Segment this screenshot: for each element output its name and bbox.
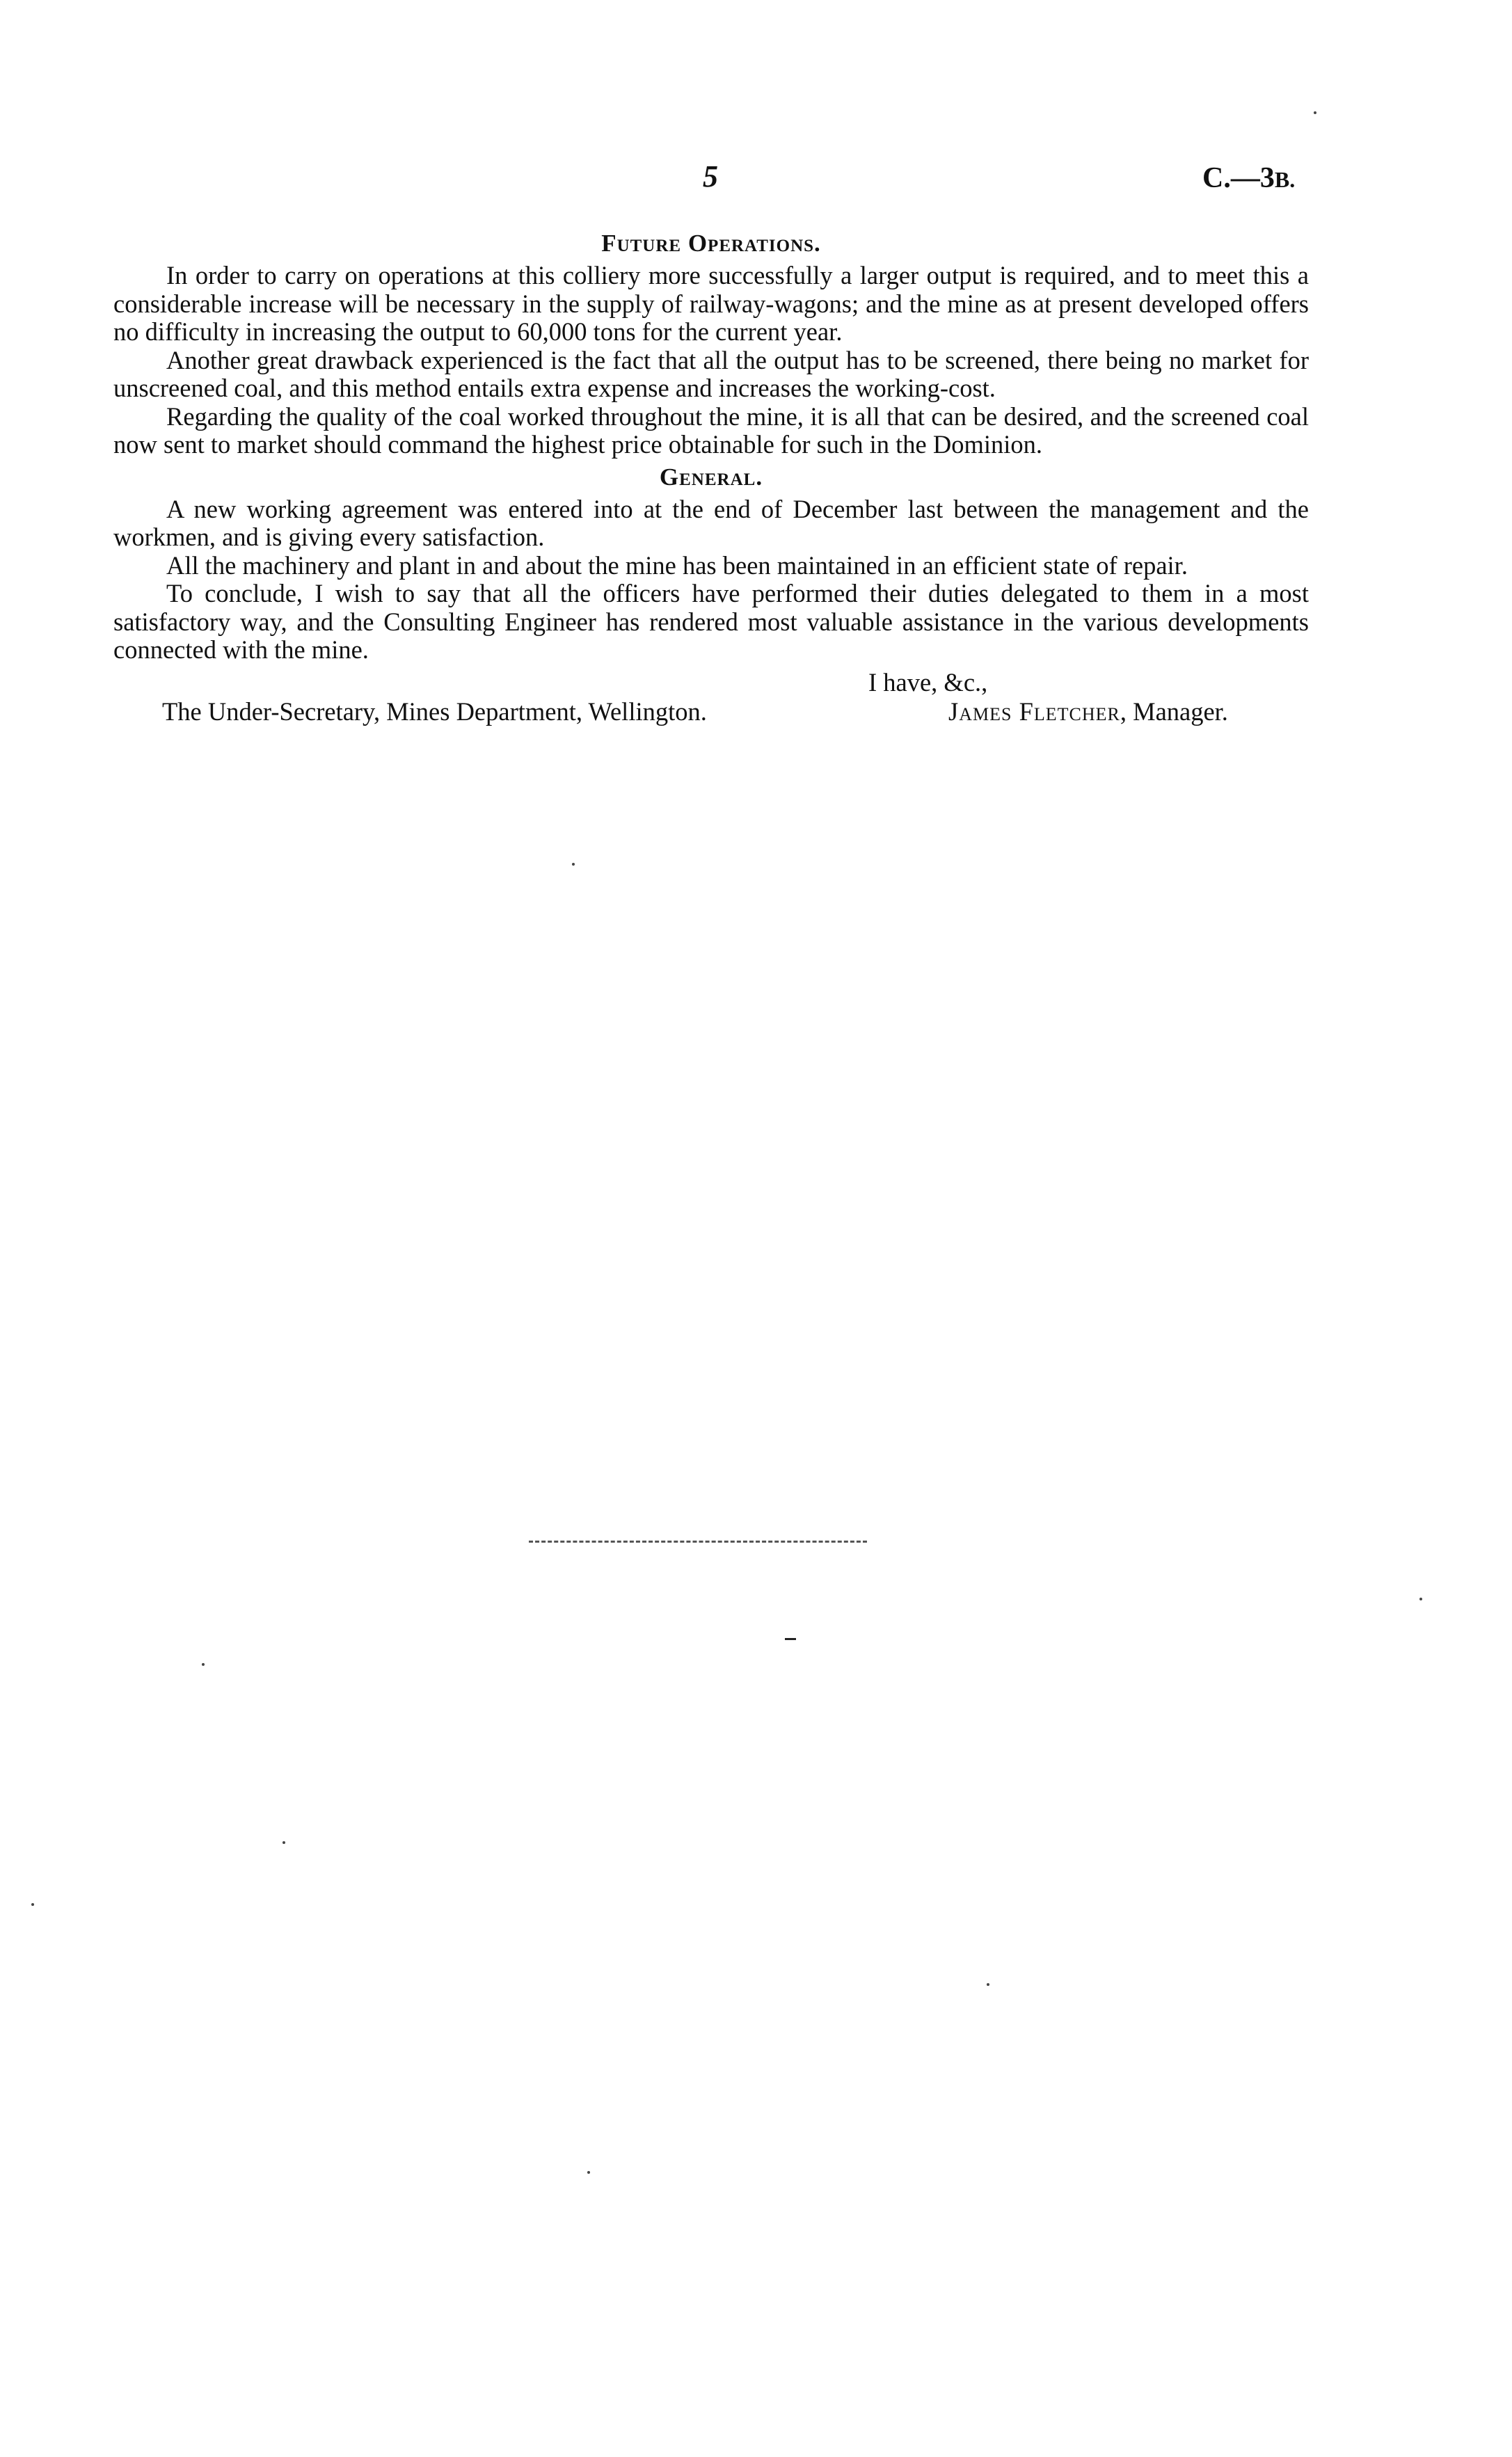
signatory-title: , Manager. [1120, 697, 1228, 726]
paragraph: To conclude, I wish to say that all the officers have performed their duties delegated to them in a most satisfactory way, and the Consulting Engineer has rendered most valuable assistance in the various developments connected with the mine. [113, 579, 1309, 664]
addressee-line: The Under-Secretary, Mines Department, Wellington. [162, 697, 707, 726]
section-heading: Future Operations. [601, 230, 821, 257]
paragraph: In order to carry on operations at this colliery more successfully a larger output is required, and to meet this a considerable increase will be necessary in the supply of railway-wagons; and the mine as at present developed offers no difficulty in increasing the output to 60,000 tons for the current year. [113, 261, 1309, 346]
scan-speck [587, 2171, 590, 2174]
signatory-name: James Fletcher [948, 697, 1120, 726]
report-body [113, 230, 1309, 731]
paragraph: Another great drawback experienced is the fact that all the output has to be screened, there being no market for unscreened coal, and this method entails extra expense and increases the working-cost. [113, 345, 1309, 402]
scan-speck [987, 1983, 989, 1986]
scan-speck [202, 1663, 205, 1666]
scan-speck [282, 1841, 285, 1844]
end-rule [529, 1541, 867, 1543]
signatory [948, 698, 1228, 726]
document-reference-main: C.—3 [1202, 162, 1275, 194]
page-number: 5 [703, 159, 718, 193]
paragraph: Regarding the quality of the coal worked throughout the mine, it is all that can be desired, and the screened coal now sent to market should command the highest price obtainable for such in the Dominion. [113, 401, 1309, 459]
scan-speck [572, 863, 575, 866]
scan-speck [785, 1638, 796, 1640]
scan-speck [1314, 111, 1316, 114]
document-reference-suffix: B. [1274, 167, 1296, 192]
scan-speck [1419, 1598, 1422, 1600]
document-reference [1202, 161, 1295, 195]
section-future-operations [113, 230, 1309, 459]
paragraph: All the machinery and plant in and about the mine has been maintained in an efficient state of repair. [166, 550, 1188, 580]
closing-line: I have, &c., [868, 667, 988, 697]
paragraph: A new working agreement was entered into at the end of December last between the management and the workmen, and is giving every satisfaction. [113, 494, 1309, 551]
signoff-block [113, 669, 1309, 731]
section-general [113, 463, 1309, 665]
scan-speck [31, 1903, 34, 1906]
section-heading: General. [659, 463, 763, 491]
